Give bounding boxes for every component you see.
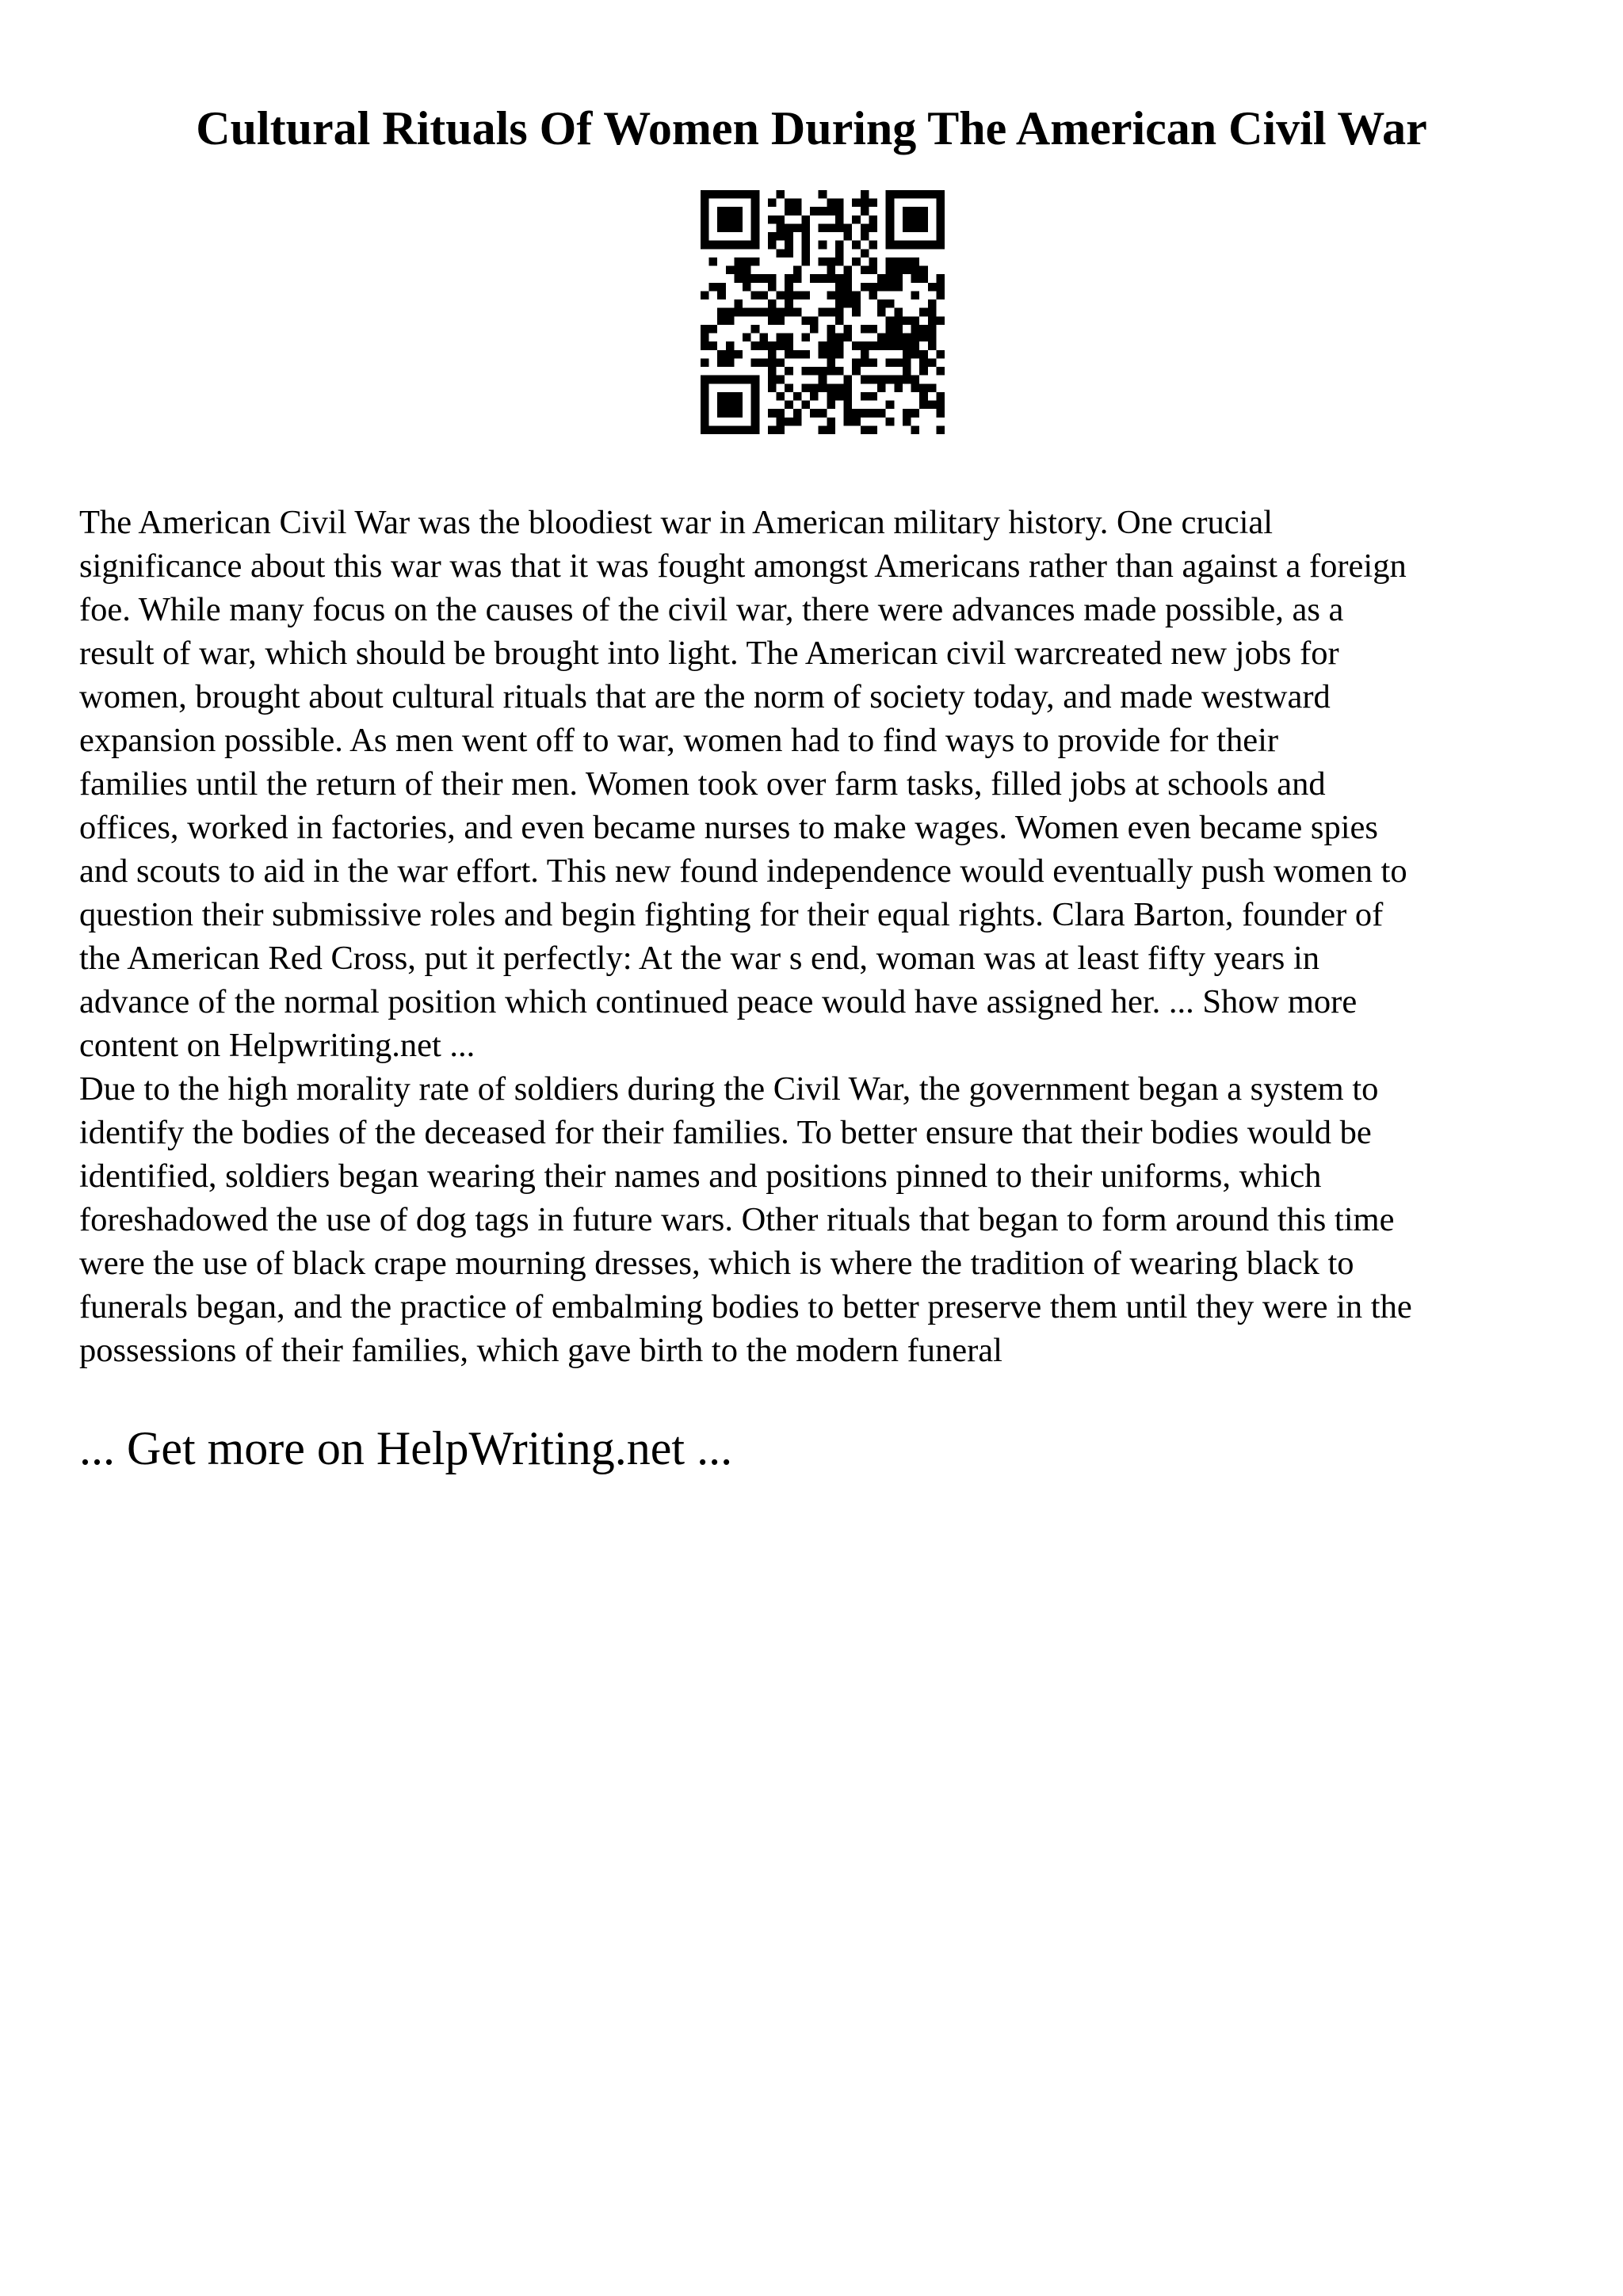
document-title: Cultural Rituals Of Women During The American Civil War xyxy=(196,102,1427,154)
document-body: The American Civil War was the bloodiest war in American military history. One crucial significance about this war was that it was fought amongst Americans rather than against a foreign foe. While many focus on the causes of the civil war, there were advances made possible, as a result of war, which should be brought into light. The American civil warcreated new jobs for women, brought about cultural rituals that are the norm of society today, and made westward expansion possible. As men went off to war, women had to find ways to provide for their families until the return of their men. Women took over farm tasks, filled jobs at schools and offices, worked in factories, and even became nurses to make wages. Women even became spies and scouts to aid in the war effort. This new found independence would eventually push women to question their submissive roles and begin fighting for their equal rights. Clara Barton, founder of the American Red Cross, put it perfectly: At the war s end, woman was at least fifty years in advance of the normal position which continued peace would have assigned her. ... Show more content on Helpwriting.net ... Due to the high morality rate of soldiers during the Civil War, the government began a system to identify the bodies of the deceased for their families. To better ensure that their bodies would be identified, soldiers began wearing their names and positions pinned to their uniforms, which foreshadowed the use of dog tags in future wars. Other rituals that began to form around this time were the use of black crape mourning dresses, which is where the tradition of wearing black to funerals began, and the practice of embalming bodies to better preserve them until they were in the possessions of their families, which gave birth to the modern funeral xyxy=(79,504,1412,1369)
get-more-link[interactable]: ... Get more on HelpWriting.net ... xyxy=(79,1422,733,1474)
qr-code-icon[interactable] xyxy=(701,190,945,434)
